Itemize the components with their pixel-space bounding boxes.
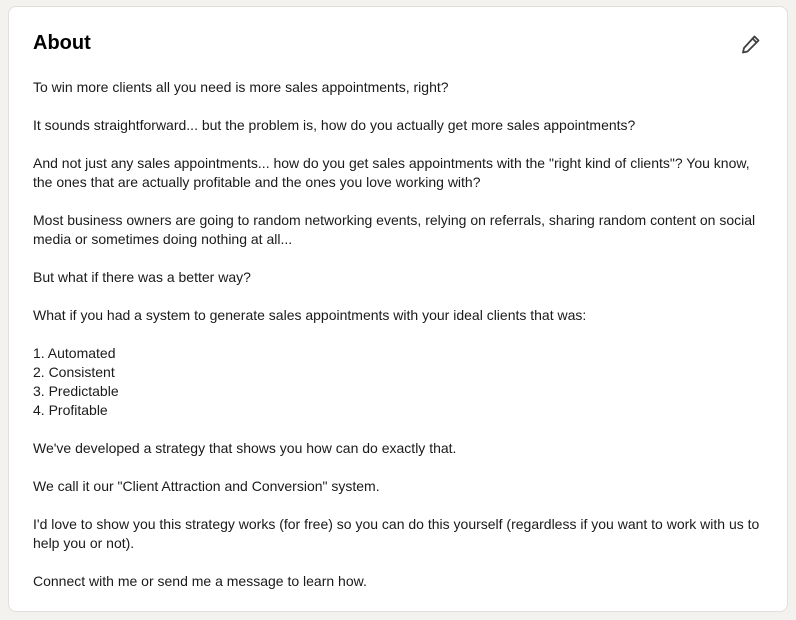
about-text [33, 78, 767, 591]
list-item: 2. Consistent [33, 364, 115, 380]
list-item: 1. Automated [33, 345, 116, 361]
about-paragraph-4: Most business owners are going to random networking events, relying on referrals, sharing random content on social media or sometimes doing nothing at all... [33, 212, 756, 247]
list-item: 4. Profitable [33, 402, 108, 418]
about-list [33, 344, 767, 420]
edit-about-button[interactable] [735, 28, 767, 60]
section-title: About [33, 32, 91, 54]
about-paragraph-10: Connect with me or send me a message to learn how. [33, 573, 367, 589]
list-item: 3. Predictable [33, 383, 119, 399]
about-paragraph-3: And not just any sales appointments... how do you get sales appointments with the "right kind of clients"? You know, the ones that are actually profitable and the ones you love working with? [33, 155, 750, 190]
about-paragraph-9: I'd love to show you this strategy works (for free) so you can do this yourself (regardless if you want to work with us to help you or not). [33, 516, 760, 551]
about-paragraph-7: We've developed a strategy that shows you how can do exactly that. [33, 440, 457, 456]
about-paragraph-6: What if you had a system to generate sales appointments with your ideal clients that was: [33, 307, 587, 323]
about-paragraph-2: It sounds straightforward... but the problem is, how do you actually get more sales appointments? [33, 117, 636, 133]
pencil-icon [739, 32, 763, 56]
about-paragraph-5: But what if there was a better way? [33, 269, 251, 285]
about-header [33, 30, 767, 58]
about-card [8, 6, 788, 612]
about-paragraph-8: We call it our "Client Attraction and Conversion" system. [33, 478, 380, 494]
about-paragraph-1: To win more clients all you need is more sales appointments, right? [33, 79, 449, 95]
